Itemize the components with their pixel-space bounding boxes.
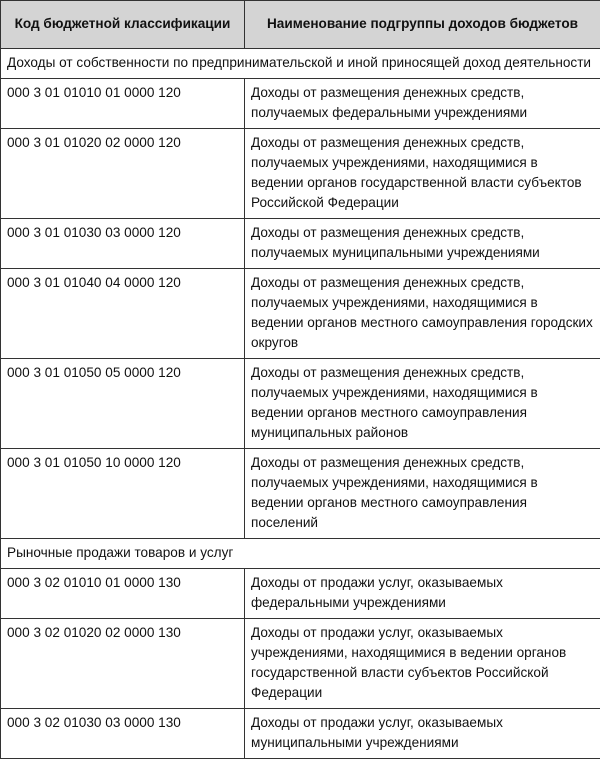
table-row <box>1 619 600 709</box>
table-row <box>1 449 600 539</box>
row-name: Доходы от продажи услуг, оказываемых учреждениями, находящимися в ведении органов государственной власти субъектов Российской Федерации <box>245 619 600 709</box>
table-row <box>1 129 600 219</box>
row-code: 000 3 02 01030 03 0000 130 <box>1 709 245 759</box>
row-name: Доходы от продажи услуг, оказываемых федеральными учреждениями <box>245 569 600 619</box>
table-row <box>1 569 600 619</box>
row-code: 000 3 01 01010 01 0000 120 <box>1 79 245 129</box>
row-code: 000 3 01 01050 05 0000 120 <box>1 359 245 449</box>
row-code: 000 3 02 01010 01 0000 130 <box>1 569 245 619</box>
table-row <box>1 219 600 269</box>
table-row <box>1 79 600 129</box>
table-row <box>1 359 600 449</box>
row-name: Доходы от размещения денежных средств, получаемых учреждениями, находящимися в ведении органов местного самоуправления муниципальных районов <box>245 359 600 449</box>
row-name: Доходы от размещения денежных средств, получаемых муниципальными учреждениями <box>245 219 600 269</box>
header-code: Код бюджетной классификации <box>1 1 245 49</box>
row-name: Доходы от размещения денежных средств, получаемых учреждениями, находящимися в ведении органов местного самоуправления городских округов <box>245 269 600 359</box>
section-title: Рыночные продажи товаров и услуг <box>1 539 600 569</box>
row-name: Доходы от размещения денежных средств, получаемых учреждениями, находящимися в ведении органов местного самоуправления поселений <box>245 449 600 539</box>
row-name: Доходы от размещения денежных средств, получаемых федеральными учреждениями <box>245 79 600 129</box>
table-header-row <box>1 1 600 49</box>
row-code: 000 3 01 01040 04 0000 120 <box>1 269 245 359</box>
section-row <box>1 49 600 79</box>
row-code: 000 3 01 01050 10 0000 120 <box>1 449 245 539</box>
row-code: 000 3 02 01020 02 0000 130 <box>1 619 245 709</box>
section-row <box>1 539 600 569</box>
table-row <box>1 269 600 359</box>
section-title: Доходы от собственности по предпринимательской и иной приносящей доход деятельности <box>1 49 600 79</box>
row-name: Доходы от продажи услуг, оказываемых муниципальными учреждениями <box>245 709 600 759</box>
row-code: 000 3 01 01020 02 0000 120 <box>1 129 245 219</box>
table-row <box>1 709 600 759</box>
header-name: Наименование подгруппы доходов бюджетов <box>245 1 600 49</box>
row-name: Доходы от размещения денежных средств, получаемых учреждениями, находящимися в ведении органов государственной власти субъектов Российской Федерации <box>245 129 600 219</box>
row-code: 000 3 01 01030 03 0000 120 <box>1 219 245 269</box>
